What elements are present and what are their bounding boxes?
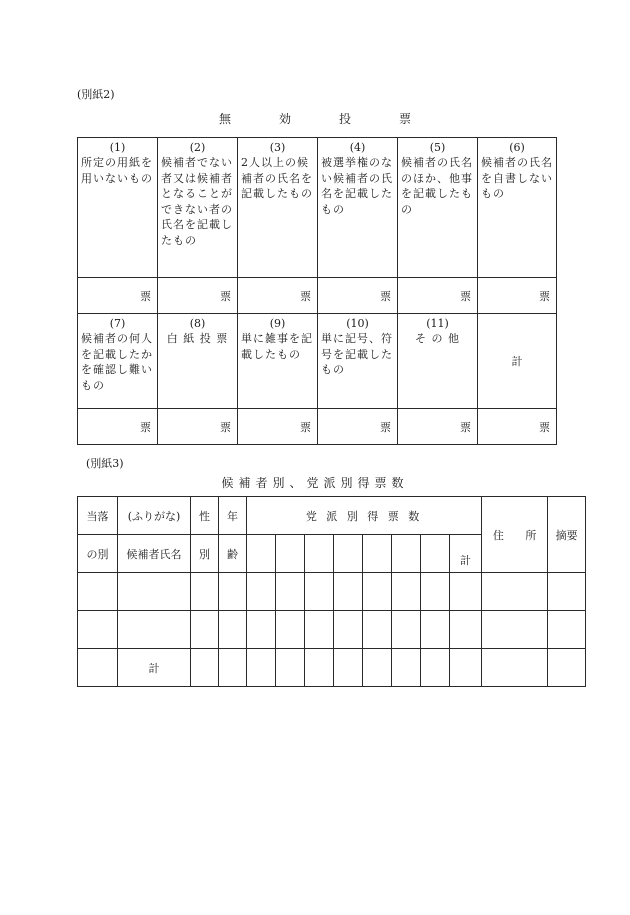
heading-char: 効	[278, 112, 291, 126]
category-text: 2人以上の候補者の氏名を記載したもの	[241, 156, 313, 200]
cell	[191, 649, 219, 687]
category-number: (7)	[109, 317, 126, 330]
cell	[450, 573, 482, 611]
category-cell	[318, 314, 398, 409]
party-column	[421, 535, 450, 573]
category-text: 候補者の氏名のほか、他事を記載したもの	[401, 156, 473, 216]
cell	[78, 611, 118, 649]
category-number: (3)	[269, 141, 286, 154]
category-text: 単に記号、符号を記載したもの	[321, 332, 393, 376]
cell	[191, 573, 219, 611]
cell	[421, 611, 450, 649]
category-text: 候補者の何人を記載したかを確認し難いもの	[81, 332, 153, 392]
vote-count-cell: 票	[478, 278, 557, 314]
remarks-header: 摘要	[548, 497, 586, 573]
category-cell	[398, 314, 478, 409]
category-text: 被選挙権のない候補者の氏名を記載したもの	[321, 156, 393, 216]
category-number: (10)	[346, 317, 369, 330]
cell	[334, 649, 363, 687]
category-row-1	[78, 138, 557, 278]
age-header: 年	[219, 497, 247, 535]
cell	[219, 611, 247, 649]
cell	[219, 573, 247, 611]
cell	[305, 649, 334, 687]
cell	[363, 649, 392, 687]
category-number: (5)	[429, 141, 446, 154]
category-number: (1)	[109, 141, 126, 154]
result-header-2: の別	[78, 535, 118, 573]
category-number: (4)	[349, 141, 366, 154]
cell	[548, 573, 586, 611]
category-row-2	[78, 314, 557, 409]
party-column	[392, 535, 421, 573]
address-header: 住 所	[482, 497, 548, 573]
invalid-votes-table	[77, 137, 557, 445]
category-cell	[158, 314, 238, 409]
cell	[247, 649, 276, 687]
cell	[78, 573, 118, 611]
sex-header: 性	[191, 497, 219, 535]
category-text: 単に雑事を記載したもの	[241, 332, 313, 361]
cell	[334, 573, 363, 611]
party-votes-header: 党 派 別 得 票 数	[247, 497, 482, 535]
vote-count-cell: 票	[78, 409, 158, 445]
cell	[219, 649, 247, 687]
cell	[548, 611, 586, 649]
heading-char: 投	[338, 112, 351, 126]
furigana-header: (ふりがな)	[118, 497, 191, 535]
cell	[305, 611, 334, 649]
cell	[334, 611, 363, 649]
cell	[118, 573, 191, 611]
vote-count-cell: 票	[478, 409, 557, 445]
cell	[305, 573, 334, 611]
age-header-2: 齢	[219, 535, 247, 573]
category-cell	[158, 138, 238, 278]
appendix3-note: (別紙3)	[86, 457, 124, 470]
category-text: 白 紙 投 票	[166, 332, 229, 345]
vote-count-cell: 票	[158, 278, 238, 314]
vote-count-cell: 票	[318, 278, 398, 314]
appendix2-note: (別紙2)	[77, 88, 115, 101]
candidate-row	[78, 573, 586, 611]
result-header: 当落	[78, 497, 118, 535]
vote-count-cell: 票	[238, 278, 318, 314]
votes-by-candidate-table	[77, 496, 586, 687]
category-number: (8)	[189, 317, 206, 330]
category-cell	[238, 138, 318, 278]
heading-char: 票	[398, 112, 411, 126]
vote-count-cell: 票	[158, 409, 238, 445]
category-cell	[78, 314, 158, 409]
party-column	[276, 535, 305, 573]
cell	[548, 649, 586, 687]
cell	[450, 649, 482, 687]
cell	[78, 649, 118, 687]
party-column	[247, 535, 276, 573]
category-number: (11)	[426, 317, 449, 330]
votes-by-candidate-heading: 候補者別、党派別得票数	[221, 476, 409, 490]
cell	[482, 611, 548, 649]
vote-count-cell: 票	[78, 278, 158, 314]
cell	[482, 573, 548, 611]
category-cell	[238, 314, 318, 409]
cell	[247, 573, 276, 611]
vote-count-cell: 票	[318, 409, 398, 445]
cell	[392, 649, 421, 687]
category-number: (9)	[269, 317, 286, 330]
cell	[247, 611, 276, 649]
cell	[363, 573, 392, 611]
cell	[392, 611, 421, 649]
category-cell	[478, 138, 557, 278]
cell	[118, 611, 191, 649]
party-column	[363, 535, 392, 573]
category-text: そ の 他	[415, 332, 460, 345]
category-text: 候補者の氏名を自書しないもの	[481, 156, 553, 200]
cell	[276, 649, 305, 687]
party-column	[334, 535, 363, 573]
party-column	[305, 535, 334, 573]
cell	[421, 573, 450, 611]
name-header: 候補者氏名	[118, 535, 191, 573]
category-number: (2)	[189, 141, 206, 154]
header-row-1	[78, 497, 586, 535]
total-label: 計	[511, 355, 523, 368]
party-total-header: 計	[450, 535, 482, 573]
category-number: (6)	[509, 141, 525, 154]
vote-count-cell: 票	[398, 409, 478, 445]
cell	[482, 649, 548, 687]
category-cell	[318, 138, 398, 278]
total-row	[78, 649, 586, 687]
cell	[276, 611, 305, 649]
category-text: 所定の用紙を用いないもの	[81, 156, 153, 185]
total-label: 計	[118, 649, 191, 687]
category-text: 候補者でない者又は候補者となることができない者の氏名を記載したもの	[161, 156, 233, 247]
vote-count-cell: 票	[238, 409, 318, 445]
category-cell	[78, 138, 158, 278]
candidate-row	[78, 611, 586, 649]
vote-count-cell: 票	[398, 278, 478, 314]
cell	[392, 573, 421, 611]
cell	[276, 573, 305, 611]
cell	[421, 649, 450, 687]
sex-header-2: 別	[191, 535, 219, 573]
invalid-votes-heading	[0, 110, 630, 127]
heading-char: 無	[218, 112, 231, 126]
cell	[363, 611, 392, 649]
category-cell	[398, 138, 478, 278]
vote-count-row-1	[78, 278, 557, 314]
vote-count-row-2	[78, 409, 557, 445]
total-cell	[478, 314, 557, 409]
cell	[450, 611, 482, 649]
cell	[191, 611, 219, 649]
